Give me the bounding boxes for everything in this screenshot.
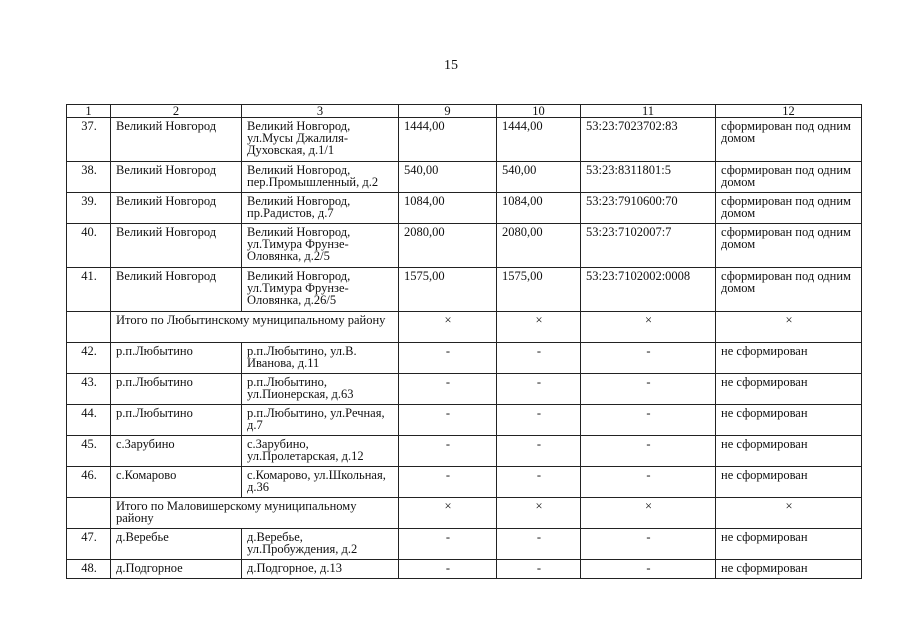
cell-col11: - (581, 560, 716, 579)
cell-col12: × (716, 498, 862, 529)
table-row (67, 560, 862, 579)
cell-col12: не сформирован (716, 405, 862, 436)
cell-col9: 1444,00 (399, 118, 497, 162)
cell-col12: сформирован под одним домом (716, 268, 862, 312)
settlement-cell: р.п.Любытино (111, 405, 242, 436)
subtotal-label: Итого по Любытинскому муниципальному району (111, 312, 399, 343)
col-header-10: 10 (497, 105, 581, 118)
table-body (67, 118, 862, 579)
settlement-cell: д.Веребье (111, 529, 242, 560)
row-number-cell: 41. (67, 268, 111, 312)
settlement-cell: с.Зарубино (111, 436, 242, 467)
address-cell: Великий Новгород, ул.Тимура Фрунзе-Оловянка, д.26/5 (242, 268, 399, 312)
cell-col12: сформирован под одним домом (716, 118, 862, 162)
cell-col9: - (399, 560, 497, 579)
cell-col12: не сформирован (716, 374, 862, 405)
row-number-cell: 46. (67, 467, 111, 498)
row-number-cell: 45. (67, 436, 111, 467)
row-number-cell: 47. (67, 529, 111, 560)
settlement-cell: Великий Новгород (111, 268, 242, 312)
cell-col10: 1444,00 (497, 118, 581, 162)
cell-col10: 540,00 (497, 162, 581, 193)
cell-col11: - (581, 405, 716, 436)
cell-col11: - (581, 436, 716, 467)
address-cell: с.Зарубино, ул.Пролетарская, д.12 (242, 436, 399, 467)
row-number-cell (67, 312, 111, 343)
table-row (67, 224, 862, 268)
table-row (67, 529, 862, 560)
col-header-9: 9 (399, 105, 497, 118)
cell-col11: - (581, 343, 716, 374)
cell-col11: 53:23:7102002:0008 (581, 268, 716, 312)
row-number-cell (67, 498, 111, 529)
address-cell: Великий Новгород, пр.Радистов, д.7 (242, 193, 399, 224)
cell-col12: не сформирован (716, 467, 862, 498)
address-cell: с.Комарово, ул.Школьная, д.36 (242, 467, 399, 498)
cell-col12: сформирован под одним домом (716, 193, 862, 224)
cell-col10: - (497, 405, 581, 436)
row-number-cell: 42. (67, 343, 111, 374)
cell-col12: не сформирован (716, 436, 862, 467)
row-number-cell: 44. (67, 405, 111, 436)
cell-col11: - (581, 374, 716, 405)
cell-col9: - (399, 529, 497, 560)
settlement-cell: р.п.Любытино (111, 343, 242, 374)
settlement-cell: Великий Новгород (111, 193, 242, 224)
cell-col12: сформирован под одним домом (716, 162, 862, 193)
cell-col9: - (399, 436, 497, 467)
table-row (67, 467, 862, 498)
cell-col10: × (497, 498, 581, 529)
address-cell: Великий Новгород, ул.Тимура Фрунзе-Оловянка, д.2/5 (242, 224, 399, 268)
cell-col10: 2080,00 (497, 224, 581, 268)
cell-col9: - (399, 343, 497, 374)
table-row (67, 374, 862, 405)
table-row (67, 436, 862, 467)
cell-col11: × (581, 498, 716, 529)
cell-col10: - (497, 436, 581, 467)
cell-col10: - (497, 529, 581, 560)
cell-col9: × (399, 498, 497, 529)
cell-col9: - (399, 467, 497, 498)
cell-col11: 53:23:8311801:5 (581, 162, 716, 193)
cell-col9: 1575,00 (399, 268, 497, 312)
cell-col12: не сформирован (716, 560, 862, 579)
cell-col12: не сформирован (716, 343, 862, 374)
cell-col12: не сформирован (716, 529, 862, 560)
address-cell: р.п.Любытино, ул.Речная, д.7 (242, 405, 399, 436)
row-number-cell: 40. (67, 224, 111, 268)
table-row (67, 118, 862, 162)
table-row (67, 162, 862, 193)
cell-col11: - (581, 467, 716, 498)
cell-col9: - (399, 405, 497, 436)
cell-col9: - (399, 374, 497, 405)
subtotal-row (67, 498, 862, 529)
col-header-2: 2 (111, 105, 242, 118)
table-row (67, 268, 862, 312)
table-row (67, 343, 862, 374)
address-cell: Великий Новгород, пер.Промышленный, д.2 (242, 162, 399, 193)
cell-col10: 1575,00 (497, 268, 581, 312)
settlement-cell: Великий Новгород (111, 162, 242, 193)
cell-col10: - (497, 374, 581, 405)
cell-col10: - (497, 343, 581, 374)
cell-col9: × (399, 312, 497, 343)
cell-col10: - (497, 560, 581, 579)
row-number-cell: 48. (67, 560, 111, 579)
cell-col9: 1084,00 (399, 193, 497, 224)
address-cell: р.п.Любытино, ул.В. Иванова, д.11 (242, 343, 399, 374)
col-header-3: 3 (242, 105, 399, 118)
address-cell: д.Веребье, ул.Пробуждения, д.2 (242, 529, 399, 560)
register-table (66, 104, 862, 579)
subtotal-label: Итого по Маловишерскому муниципальному району (111, 498, 399, 529)
page-number: 15 (444, 58, 458, 73)
cell-col11: 53:23:7102007:7 (581, 224, 716, 268)
cell-col10: - (497, 467, 581, 498)
cell-col10: 1084,00 (497, 193, 581, 224)
address-cell: д.Подгорное, д.13 (242, 560, 399, 579)
row-number-cell: 37. (67, 118, 111, 162)
cell-col9: 540,00 (399, 162, 497, 193)
cell-col11: × (581, 312, 716, 343)
cell-col10: × (497, 312, 581, 343)
header-row (67, 105, 862, 118)
address-cell: р.п.Любытино, ул.Пионерская, д.63 (242, 374, 399, 405)
table-row (67, 193, 862, 224)
subtotal-row (67, 312, 862, 343)
settlement-cell: д.Подгорное (111, 560, 242, 579)
settlement-cell: Великий Новгород (111, 224, 242, 268)
col-header-11: 11 (581, 105, 716, 118)
cell-col12: сформирован под одним домом (716, 224, 862, 268)
cell-col11: 53:23:7023702:83 (581, 118, 716, 162)
settlement-cell: с.Комарово (111, 467, 242, 498)
cell-col9: 2080,00 (399, 224, 497, 268)
row-number-cell: 43. (67, 374, 111, 405)
row-number-cell: 38. (67, 162, 111, 193)
col-header-12: 12 (716, 105, 862, 118)
cell-col11: - (581, 529, 716, 560)
settlement-cell: р.п.Любытино (111, 374, 242, 405)
cell-col12: × (716, 312, 862, 343)
row-number-cell: 39. (67, 193, 111, 224)
cell-col11: 53:23:7910600:70 (581, 193, 716, 224)
settlement-cell: Великий Новгород (111, 118, 242, 162)
col-header-1: 1 (67, 105, 111, 118)
address-cell: Великий Новгород, ул.Мусы Джалиля-Духовская, д.1/1 (242, 118, 399, 162)
table-row (67, 405, 862, 436)
